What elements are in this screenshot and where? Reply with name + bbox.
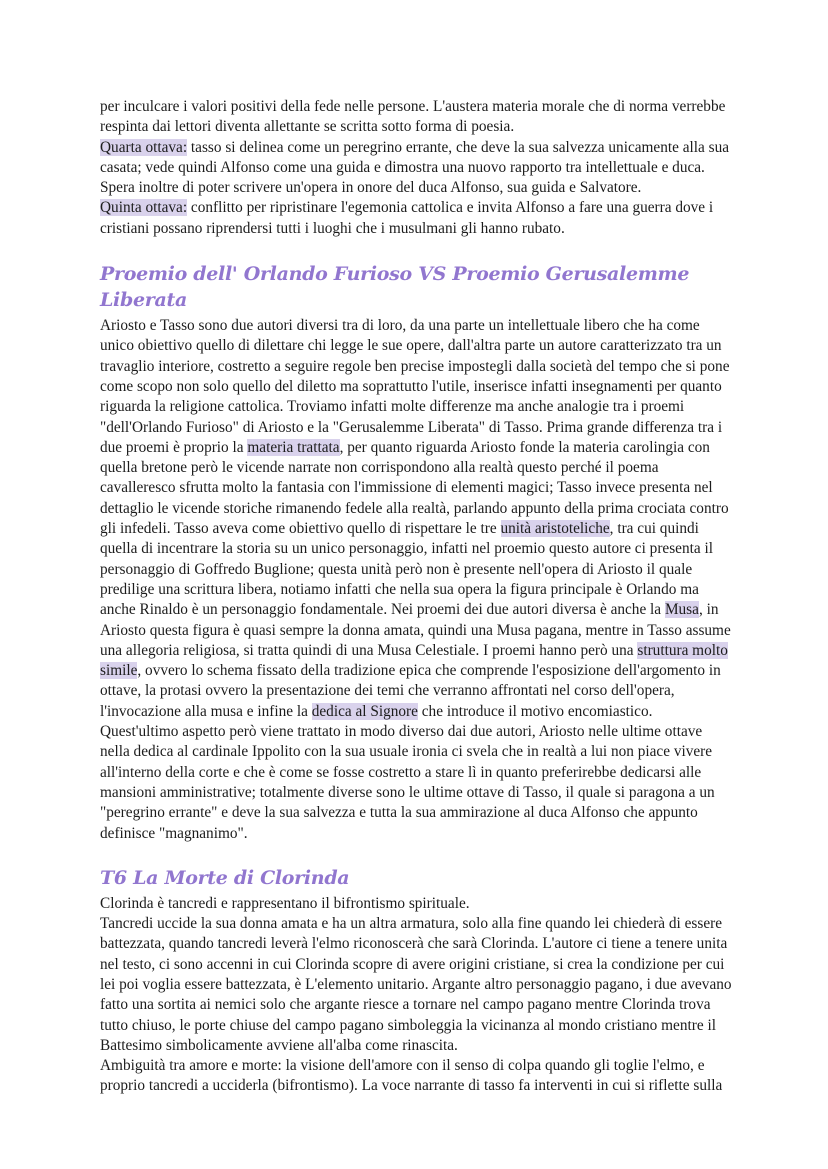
proemio-text-3: , tra cui quindi quella di incentrare la storia su un unico personaggio, infatti nel proemio questo autore ci presenta il personaggio di Goffredo Buglione; questa unità però non è presente nell'opera di Ariosto il quale predilige una scrittura libera, notiamo infatti che nella sua opera la figura principale è Orlando ma anche Rinaldo è un personaggio fondamentale. Nei proemi dei due autori diversa è anche la (100, 520, 713, 619)
proemio-text-6: che introduce il motivo encomiastico. Quest'ultimo aspetto però viene trattato in modo diverso dai due autori, Ariosto nelle ultime ottave nella dedica al cardinale Ippolito con la sua usuale ironia ci svela che in realtà a lui non piace vivere all'interno della corte e che è come se fosse costretto a stare lì in quanto preferirebbe dedicarsi alle mansioni amministrative; totalmente diverse sono le ultime ottave di Tasso, il quale si paragona a un "peregrino errante" e deve la sua salvezza e tutta la sua ammirazione al duca Alfonso che appunto definisce "magnanimo". (100, 702, 715, 842)
quinta-ottava-paragraph (100, 198, 732, 239)
intro-paragraph (100, 97, 732, 138)
proemio-text-1: Ariosto e Tasso sono due autori diversi tra di loro, da una parte un intellettuale libero che ha come unico obiettivo quello di dilettare chi legge le sue opere, dall'altra parte un autore caratterizzato tra un travaglio interiore, costretto a seguire regole ben precise impostegli dalla società del tempo che si pone come scopo non solo quello del diletto ma soprattutto l'utile, inserisce infatti insegnamenti per quanto riguarda la religione cattolica. Troviamo infatti molte differenze ma anche analogie tra i proemi "dell'Orlando Furioso" di Ariosto e la "Gerusalemme Liberata" di Tasso. Prima grande differenza tra i due proemi è proprio la (100, 317, 730, 456)
highlight-unita-aristoteliche: unità aristoteliche (500, 520, 610, 538)
quarta-ottava-label: Quarta ottava: (100, 138, 188, 156)
proemio-text-5: , ovvero lo schema fissato della tradizione epica che comprende l'esposizione dell'argomento in ottave, la protasi ovvero la presentazione dei temi che verranno affrontati nel corso dell'opera, l'invocazione alla musa e infine la (100, 662, 721, 720)
highlight-musa: Musa (664, 601, 699, 619)
clorinda-paragraph-3: Ambiguità tra amore e morte: la visione dell'amore con il senso di colpa quando gli toglie l'elmo, e proprio tancredi a ucciderla (bifrontismo). La voce narrante di tasso fa interventi in cui si riflette sulla (100, 1057, 723, 1095)
document-page (100, 97, 732, 1097)
proemio-paragraph (100, 316, 732, 844)
highlight-struttura-molto-simile: struttura molto simile (100, 641, 728, 680)
quinta-ottava-label: Quinta ottava: (100, 199, 188, 217)
highlight-materia-trattata: materia trattata (247, 438, 340, 456)
quarta-ottava-text: tasso si delinea come un peregrino errante, che deve la sua salvezza unicamente alla sua casata; vede quindi Alfonso come una guida e dimostra una nuovo rapporto tra intellettuale e duca. Spera inoltre di poter scrivere un'opera in onore del duca Alfonso, sua guida e Salvatore. (100, 138, 730, 197)
quarta-ottava-paragraph (100, 138, 732, 199)
proemio-text-4: , in Ariosto questa figura è quasi sempre la donna amata, quindi una Musa pagana, mentre in Tasso assume una allegoria religiosa, si tratta quindi di una Musa Celestiale. I proemi hanno però una (100, 601, 731, 659)
highlight-dedica-al-signore: dedica al Signore (311, 702, 418, 720)
section-heading-clorinda: T6 La Morte di Clorinda (100, 866, 350, 889)
clorinda-paragraph-1: Clorinda è tancredi e rappresentano il bifrontismo spirituale. (100, 894, 470, 912)
proemio-text-2: , per quanto riguarda Ariosto fonde la materia carolingia con quella bretone però le vicende narrate non corrispondono alla realtà questo perché il poema cavalleresco sfrutta molto la fantasia con l'immissione di elementi magici; Tasso invece presenta nel dettaglio le vicende storiche rimanendo fedele alla realtà, parlando appunto della prima crociata contro gli infedeli. Tasso aveva come obiettivo quello di rispettare le tre (100, 438, 729, 538)
intro-text: per inculcare i valori positivi della fede nelle persone. L'austera materia morale che di norma verrebbe respinta dai lettori diventa allettante se scritta sotto forma di poesia. (100, 98, 726, 136)
quinta-ottava-text: conflitto per ripristinare l'egemonia cattolica e invita Alfonso a fare una guerra dove i cristiani possano riprendersi tutti i luoghi che i musulmani gli hanno rubato. (100, 199, 714, 237)
section-heading-proemio: Proemio dell' Orlando Furioso VS Proemio Gerusalemme Liberata (100, 263, 690, 312)
clorinda-paragraph-2: Tancredi uccide la sua donna amata e ha un altra armatura, solo alla fine quando lei chiederà di essere battezzata, quando tancredi leverà l'elmo riconoscerà che sarà Clorinda. L'autore ci tiene a tenere unita nel testo, ci sono accenni in cui Clorinda scopre di avere origini cristiane, si crea la condizione per cui lei poi voglia essere battezzata, è L'elemento unitario. Argante altro personaggio pagano, i due avevano fatto una sortita ai nemici solo che argante riesce a tornare nel campo pagano mentre Clorinda trova tutto chiuso, le porte chiuse del campo pagano simboleggia la vicinanza al mondo cristiano mentre il Battesimo simbolicamente avviene all'alba come rinascita. (100, 915, 732, 1054)
